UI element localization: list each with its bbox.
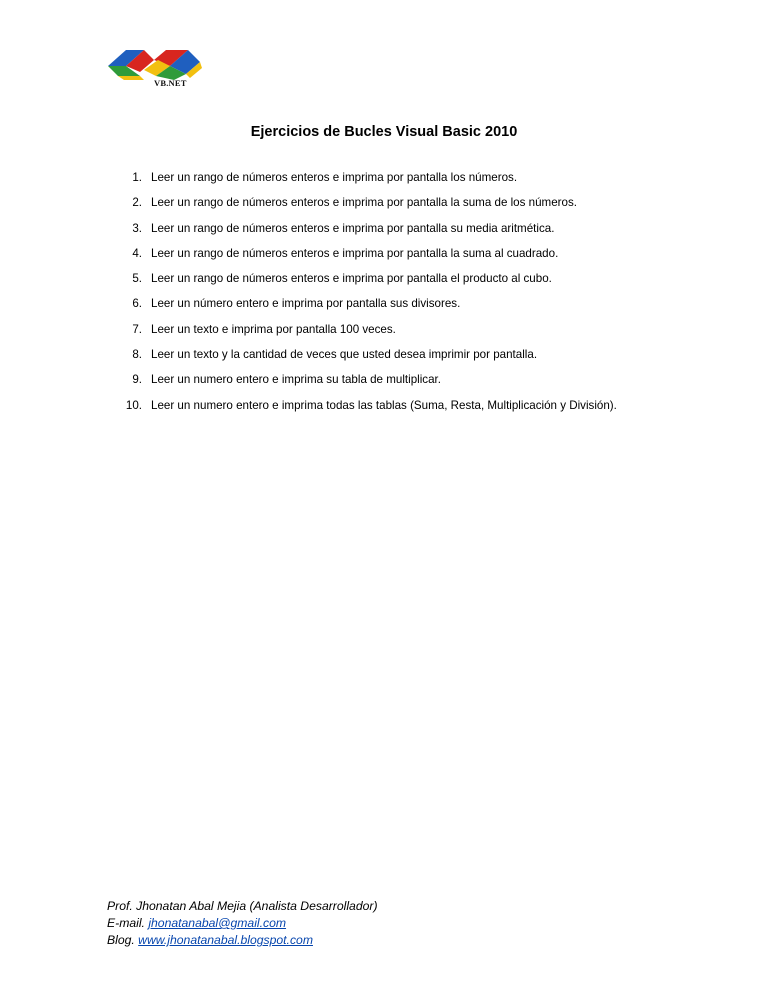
- item-text: Leer un número entero e imprima por pantalla sus divisores.: [151, 297, 461, 311]
- exercise-item-2: [118, 195, 718, 220]
- exercise-item-7: [118, 322, 718, 347]
- exercise-item-5: [118, 271, 718, 296]
- exercise-item-3: [118, 221, 718, 246]
- blog-link[interactable]: www.jhonatanabal.blogspot.com: [138, 933, 313, 947]
- item-number: 2.: [132, 196, 142, 210]
- item-text: Leer un numero entero e imprima todas las tablas (Suma, Resta, Multiplicación y División).: [151, 398, 617, 412]
- email-line: [107, 915, 378, 932]
- item-text: Leer un texto y la cantidad de veces que usted desea imprimir por pantalla.: [151, 348, 538, 362]
- exercise-item-6: [118, 296, 718, 321]
- author-line: Prof. Jhonatan Abal Mejia (Analista Desarrollador): [107, 899, 378, 913]
- footer: [107, 898, 378, 949]
- document-title: Ejercicios de Bucles Visual Basic 2010: [250, 124, 518, 140]
- exercise-item-8: [118, 347, 718, 372]
- item-number: 1.: [132, 171, 142, 184]
- item-number: 5.: [132, 272, 142, 286]
- item-number: 6.: [132, 297, 142, 311]
- exercise-item-1: [118, 170, 718, 195]
- item-number: 3.: [132, 221, 142, 235]
- item-text: Leer un numero entero e imprima su tabla de multiplicar.: [151, 373, 441, 387]
- item-text: Leer un rango de números enteros e imprima por pantalla el producto al cubo.: [151, 272, 552, 286]
- item-text: Leer un rango de números enteros e imprima por pantalla la suma de los números.: [151, 196, 577, 210]
- item-number: 9.: [132, 373, 142, 387]
- item-number: 7.: [132, 322, 142, 336]
- item-text: Leer un rango de números enteros e imprima por pantalla los números.: [151, 171, 518, 184]
- item-text: Leer un rango de números enteros e imprima por pantalla la suma al cuadrado.: [151, 246, 559, 260]
- item-number: 10.: [125, 398, 142, 412]
- item-text: Leer un rango de números enteros e imprima por pantalla su media aritmética.: [151, 221, 555, 235]
- blog-label: Blog.: [107, 933, 135, 947]
- exercise-item-9: [118, 372, 718, 397]
- exercise-list: [118, 170, 718, 423]
- item-number: 8.: [132, 348, 142, 362]
- logo-text: VB.NET: [154, 78, 187, 88]
- blog-line: [107, 932, 378, 949]
- item-text: Leer un texto e imprima por pantalla 100 veces.: [151, 322, 396, 336]
- exercise-item-10: [118, 398, 718, 423]
- exercise-item-4: [118, 246, 718, 271]
- email-link[interactable]: jhonatanabal@gmail.com: [148, 916, 287, 930]
- email-label: E-mail.: [107, 916, 145, 930]
- item-number: 4.: [132, 246, 142, 260]
- vbnet-logo: [104, 44, 208, 90]
